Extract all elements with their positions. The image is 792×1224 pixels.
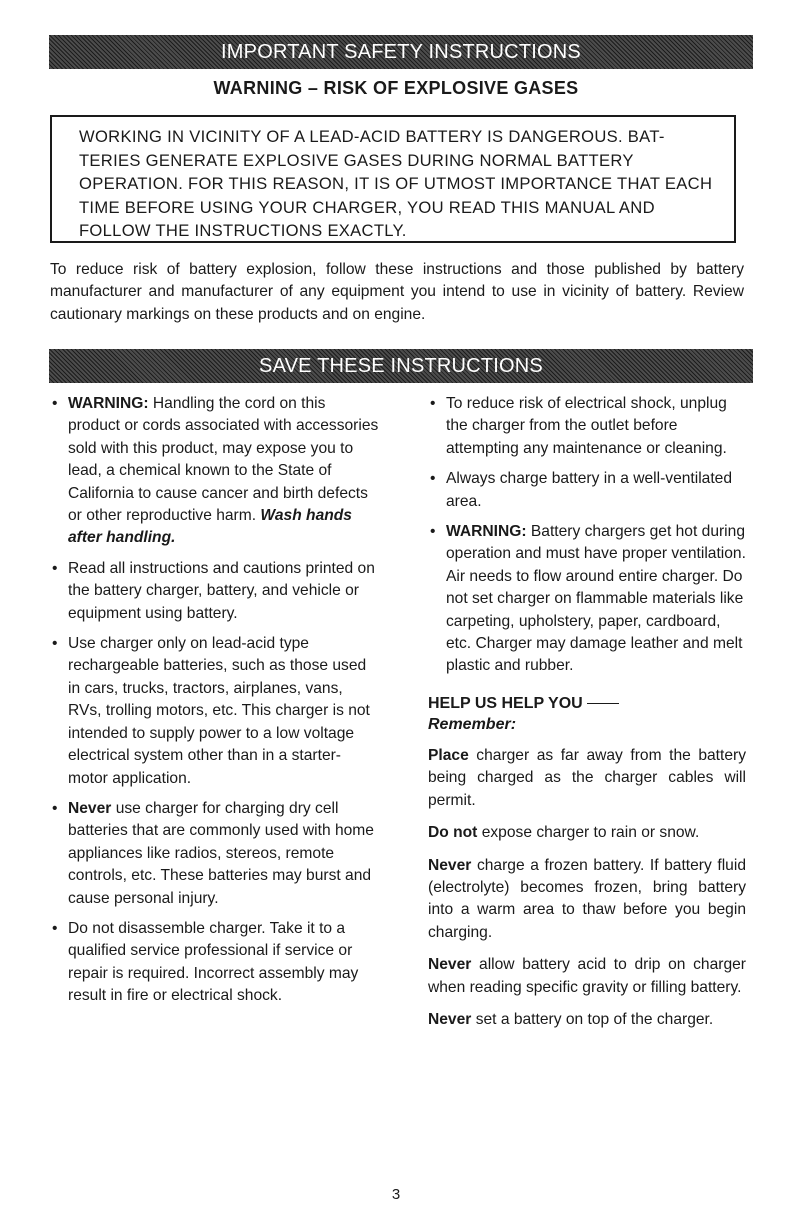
help-paragraph xyxy=(428,822,746,844)
list-item xyxy=(50,393,380,550)
help-paragraph xyxy=(428,954,746,999)
item-tail: Wash hands after handling. xyxy=(68,507,352,547)
save-instructions-banner: SAVE THESE INSTRUCTIONS xyxy=(49,349,753,383)
warning-box: WORKING IN VICINITY OF A LEAD-ACID BATTERY IS DANGEROUS. BAT-TERIES GENERATE EXPLOSIVE GASES DURING NORMAL BATTERY OPERATION. FOR THIS REASON, IT IS OF UTMOST IMPORTANCE THAT EACH TIME BEFORE USING YOUR CHARGER, YOU READ THIS MANUAL AND FOLLOW THE INSTRUCTIONS EXACTLY. xyxy=(50,115,736,243)
help-paragraph xyxy=(428,745,746,812)
para-lead: Never xyxy=(428,856,472,874)
item-text: use charger for charging dry cell batteries that are commonly used with home appliances like radios, stereos, remote controls, etc. These batteries may burst and cause personal injury. xyxy=(68,799,374,907)
help-paragraph xyxy=(428,855,746,945)
para-lead: Place xyxy=(428,746,469,764)
item-text: Battery chargers get hot during operation and must have proper ventilation. Air needs to flow around entire charger. Do not set charger on flammable materials like carpeting, upholstery, paper, cardboard, etc. Charger may damage leather and melt plastic and rubber. xyxy=(446,523,746,675)
bullet: • xyxy=(52,559,58,577)
para-text: expose charger to rain or snow. xyxy=(477,824,700,842)
para-lead: Never xyxy=(428,1010,472,1028)
item-text: Handling the cord on this product or cords associated with accessories sold with this product, may expose you to lead, a chemical known to the State of California to cause cancer and birth defects or other reproductive harm. xyxy=(68,395,379,525)
left-column xyxy=(50,393,380,1016)
bullet: • xyxy=(430,395,436,412)
item-lead: Never xyxy=(68,799,112,817)
list-item xyxy=(50,558,380,625)
para-text: allow battery acid to drip on charger when reading specific gravity or filling battery. xyxy=(428,956,746,996)
bullet: • xyxy=(52,919,58,937)
help-heading-text: HELP US HELP YOU xyxy=(428,694,583,712)
item-lead: WARNING: xyxy=(446,523,527,541)
safety-banner: IMPORTANT SAFETY INSTRUCTIONS xyxy=(49,35,753,69)
list-item xyxy=(428,393,746,460)
list-item xyxy=(428,468,746,513)
intro-paragraph: To reduce risk of battery explosion, follow these instructions and those published by battery manufacturer and manufacturer of any equipment you intend to use in vicinity of battery. Review cautionary markings on these products and on engine. xyxy=(50,261,744,323)
para-lead: Never xyxy=(428,956,472,974)
item-text: Do not disassemble charger. Take it to a qualified service professional if service or repair is required. Incorrect assembly may result in fire or electrical shock. xyxy=(68,919,359,1005)
item-lead: WARNING: xyxy=(68,395,149,412)
bullet: • xyxy=(52,799,58,817)
bullet: • xyxy=(52,635,58,653)
list-item xyxy=(50,918,380,1008)
para-text: charge a frozen battery. If battery fluid (electrolyte) becomes frozen, bring battery into a warm area to thaw before you begin charging. xyxy=(428,856,746,941)
list-item xyxy=(50,633,380,790)
para-lead: Do not xyxy=(428,824,478,842)
warning-subheading: WARNING – RISK OF EXPLOSIVE GASES xyxy=(213,78,579,98)
bullet: • xyxy=(430,470,436,488)
item-text: Read all instructions and cautions printed on the battery charger, battery, and vehicle or equipment using battery. xyxy=(68,559,375,622)
list-item xyxy=(50,798,380,910)
bullet: • xyxy=(430,523,436,541)
help-subheading: Remember: xyxy=(428,715,517,733)
bullet: • xyxy=(52,395,58,412)
list-item xyxy=(428,521,746,678)
right-column xyxy=(428,393,746,1041)
help-heading xyxy=(428,693,746,714)
help-dash-line xyxy=(587,703,619,704)
item-text: Always charge battery in a well-ventilated area. xyxy=(446,470,733,510)
para-text: charger as far away from the battery being charged as the charger cables will permit. xyxy=(428,746,746,809)
para-text: set a battery on top of the charger. xyxy=(471,1010,714,1028)
help-paragraph xyxy=(428,1009,746,1031)
item-text: To reduce risk of electrical shock, unplug the charger from the outlet before attempting any maintenance or cleaning. xyxy=(446,395,727,457)
item-text: Use charger only on lead-acid type rechargeable batteries, such as those used in cars, trucks, tractors, airplanes, vans, RVs, trolling motors, etc. This charger is not intended to supply power to a low voltage electrical system other than in a starter-motor application. xyxy=(68,635,370,787)
page-number: 3 xyxy=(391,1186,401,1203)
